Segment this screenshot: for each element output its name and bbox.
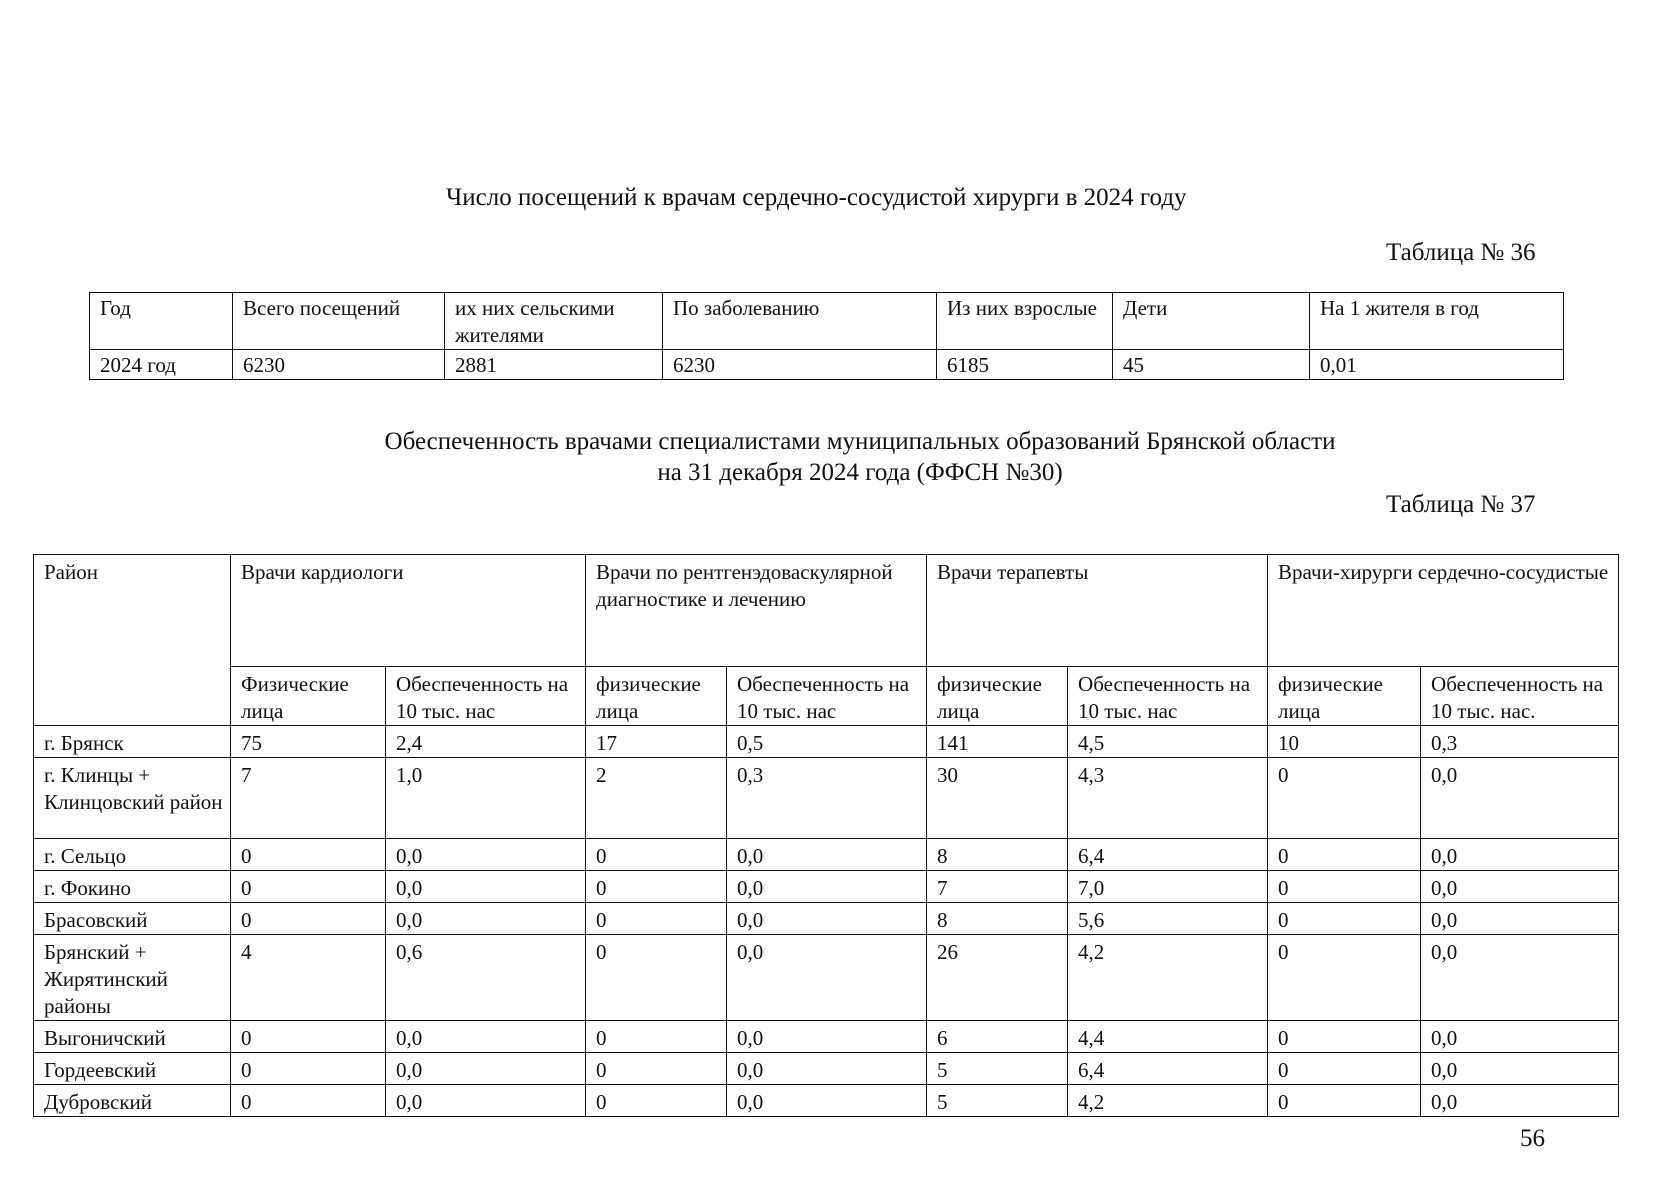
table-cell: 0 <box>1268 871 1421 903</box>
district-cell: Дубровский <box>34 1085 231 1117</box>
table-cell: 0,0 <box>1421 935 1619 1021</box>
table-cell: 6185 <box>937 350 1113 380</box>
header-cell: Физические лица <box>231 667 386 726</box>
table-cell: 0 <box>1268 935 1421 1021</box>
table-cell: 0 <box>1268 839 1421 871</box>
table-cell: 7,0 <box>1068 871 1268 903</box>
table-cell: 4,2 <box>1068 935 1268 1021</box>
header-cell: На 1 жителя в год <box>1310 293 1564 350</box>
table-row <box>34 1053 1619 1085</box>
table-cell: 0,3 <box>1421 726 1619 758</box>
header-cell: По заболеванию <box>663 293 937 350</box>
table-cell: 0 <box>1268 1085 1421 1117</box>
visits-table <box>89 292 1564 380</box>
table-cell: 0 <box>1268 1021 1421 1053</box>
table-cell: 0,0 <box>386 839 586 871</box>
table-cell: 4,5 <box>1068 726 1268 758</box>
table-cell: 0,0 <box>727 935 927 1021</box>
district-cell: Гордеевский <box>34 1053 231 1085</box>
table-cell: 0 <box>586 839 727 871</box>
table37-label: Таблица № 37 <box>1386 491 1536 518</box>
header-cell: Район <box>34 555 231 726</box>
table-cell: 0,0 <box>1421 1021 1619 1053</box>
table-cell: 8 <box>927 839 1068 871</box>
table-row <box>90 350 1564 380</box>
table-row <box>34 871 1619 903</box>
header-cell: Обеспеченность на 10 тыс. нас <box>386 667 586 726</box>
table-cell: 0,5 <box>727 726 927 758</box>
table-cell: 0,0 <box>386 1021 586 1053</box>
table-cell: 0 <box>586 871 727 903</box>
header-cell: их них сельскими жителями <box>445 293 663 350</box>
table-row <box>34 903 1619 935</box>
table-cell: 6 <box>927 1021 1068 1053</box>
table-cell: 0,01 <box>1310 350 1564 380</box>
group-header-row <box>34 555 1619 667</box>
table-cell: 6230 <box>233 350 445 380</box>
table-cell: 0,6 <box>386 935 586 1021</box>
table-row <box>34 935 1619 1021</box>
table-cell: 0 <box>1268 903 1421 935</box>
table-cell: 0,0 <box>386 1085 586 1117</box>
district-cell: г. Фокино <box>34 871 231 903</box>
table-cell: 2024 год <box>90 350 233 380</box>
table-cell: 0 <box>586 1021 727 1053</box>
table-cell: 0 <box>1268 758 1421 839</box>
header-cell: физические лица <box>586 667 727 726</box>
table-cell: 0,0 <box>727 1085 927 1117</box>
table-cell: 0,0 <box>727 871 927 903</box>
table-cell: 45 <box>1113 350 1310 380</box>
table-row <box>34 1021 1619 1053</box>
specialists-table <box>33 554 1619 1117</box>
table-cell: 0,0 <box>386 1053 586 1085</box>
table-cell: 0,0 <box>727 1053 927 1085</box>
table-cell: 6230 <box>663 350 937 380</box>
header-cell: Из них взрослые <box>937 293 1113 350</box>
table-cell: 0,0 <box>727 903 927 935</box>
table37-title-line2: на 31 декабря 2024 года (ФФСН №30) <box>657 459 1063 486</box>
table-cell: 4,3 <box>1068 758 1268 839</box>
header-cell: физические лица <box>927 667 1068 726</box>
table-cell: 0,0 <box>727 839 927 871</box>
table-cell: 4 <box>231 935 386 1021</box>
table-cell: 0,0 <box>1421 758 1619 839</box>
header-cell: Врачи по рентгенэдоваскулярной диагностике и лечению <box>586 555 927 667</box>
table-cell: 0 <box>231 1085 386 1117</box>
district-cell: г. Сельцо <box>34 839 231 871</box>
table-cell: 26 <box>927 935 1068 1021</box>
table-header-row <box>90 293 1564 350</box>
district-cell: г. Брянск <box>34 726 231 758</box>
district-cell: г. Клинцы + Клинцовский район <box>34 758 231 839</box>
header-cell: Год <box>90 293 233 350</box>
table-cell: 0 <box>586 1053 727 1085</box>
header-cell: Обеспеченность на 10 тыс. нас <box>1068 667 1268 726</box>
district-cell: Брянский + Жирятинский районы <box>34 935 231 1021</box>
district-cell: Брасовский <box>34 903 231 935</box>
table-cell: 0 <box>231 1053 386 1085</box>
header-cell: Дети <box>1113 293 1310 350</box>
table-cell: 0 <box>231 1021 386 1053</box>
table-cell: 8 <box>927 903 1068 935</box>
table-cell: 2,4 <box>386 726 586 758</box>
header-cell: Обеспеченность на 10 тыс. нас <box>727 667 927 726</box>
header-cell: Врачи кардиологи <box>231 555 586 667</box>
table-cell: 0,0 <box>1421 903 1619 935</box>
table-cell: 0 <box>231 839 386 871</box>
table-cell: 5 <box>927 1053 1068 1085</box>
header-cell: физические лица <box>1268 667 1421 726</box>
header-cell: Врачи-хирурги сердечно-сосудистые <box>1268 555 1619 667</box>
header-cell: Всего посещений <box>233 293 445 350</box>
table-cell: 4,2 <box>1068 1085 1268 1117</box>
table-cell: 5 <box>927 1085 1068 1117</box>
table37-title-line1: Обеспеченность врачами специалистами муниципальных образований Брянской области <box>384 428 1336 455</box>
table-cell: 0 <box>586 1085 727 1117</box>
table-cell: 0 <box>586 935 727 1021</box>
district-cell: Выгоничский <box>34 1021 231 1053</box>
page-number: 56 <box>1520 1125 1545 1152</box>
table-cell: 2 <box>586 758 727 839</box>
table-cell: 2881 <box>445 350 663 380</box>
table-cell: 0,0 <box>1421 1085 1619 1117</box>
table36-label: Таблица № 36 <box>1386 239 1536 266</box>
table-row <box>34 839 1619 871</box>
table-cell: 1,0 <box>386 758 586 839</box>
table-row <box>34 1085 1619 1117</box>
table-cell: 6,4 <box>1068 1053 1268 1085</box>
table-cell: 0,0 <box>386 871 586 903</box>
table-cell: 0 <box>1268 1053 1421 1085</box>
table-cell: 75 <box>231 726 386 758</box>
table-cell: 0,0 <box>386 903 586 935</box>
table-cell: 17 <box>586 726 727 758</box>
table-cell: 4,4 <box>1068 1021 1268 1053</box>
table-cell: 0 <box>586 903 727 935</box>
table-cell: 0 <box>231 903 386 935</box>
header-cell: Обеспеченность на 10 тыс. нас. <box>1421 667 1619 726</box>
table-cell: 0,0 <box>727 1021 927 1053</box>
table-cell: 141 <box>927 726 1068 758</box>
table-row <box>34 758 1619 839</box>
table-cell: 7 <box>927 871 1068 903</box>
table-cell: 5,6 <box>1068 903 1268 935</box>
table-cell: 0 <box>231 871 386 903</box>
table-cell: 0,0 <box>1421 1053 1619 1085</box>
table-cell: 0,0 <box>1421 839 1619 871</box>
table-cell: 30 <box>927 758 1068 839</box>
table-row <box>34 726 1619 758</box>
table36-title: Число посещений к врачам сердечно-сосудистой хирурги в 2024 году <box>446 184 1187 211</box>
table-cell: 10 <box>1268 726 1421 758</box>
header-cell: Врачи терапевты <box>927 555 1268 667</box>
table-cell: 0,0 <box>1421 871 1619 903</box>
table-cell: 0,3 <box>727 758 927 839</box>
table-cell: 6,4 <box>1068 839 1268 871</box>
table-cell: 7 <box>231 758 386 839</box>
subheader-row <box>34 667 1619 726</box>
